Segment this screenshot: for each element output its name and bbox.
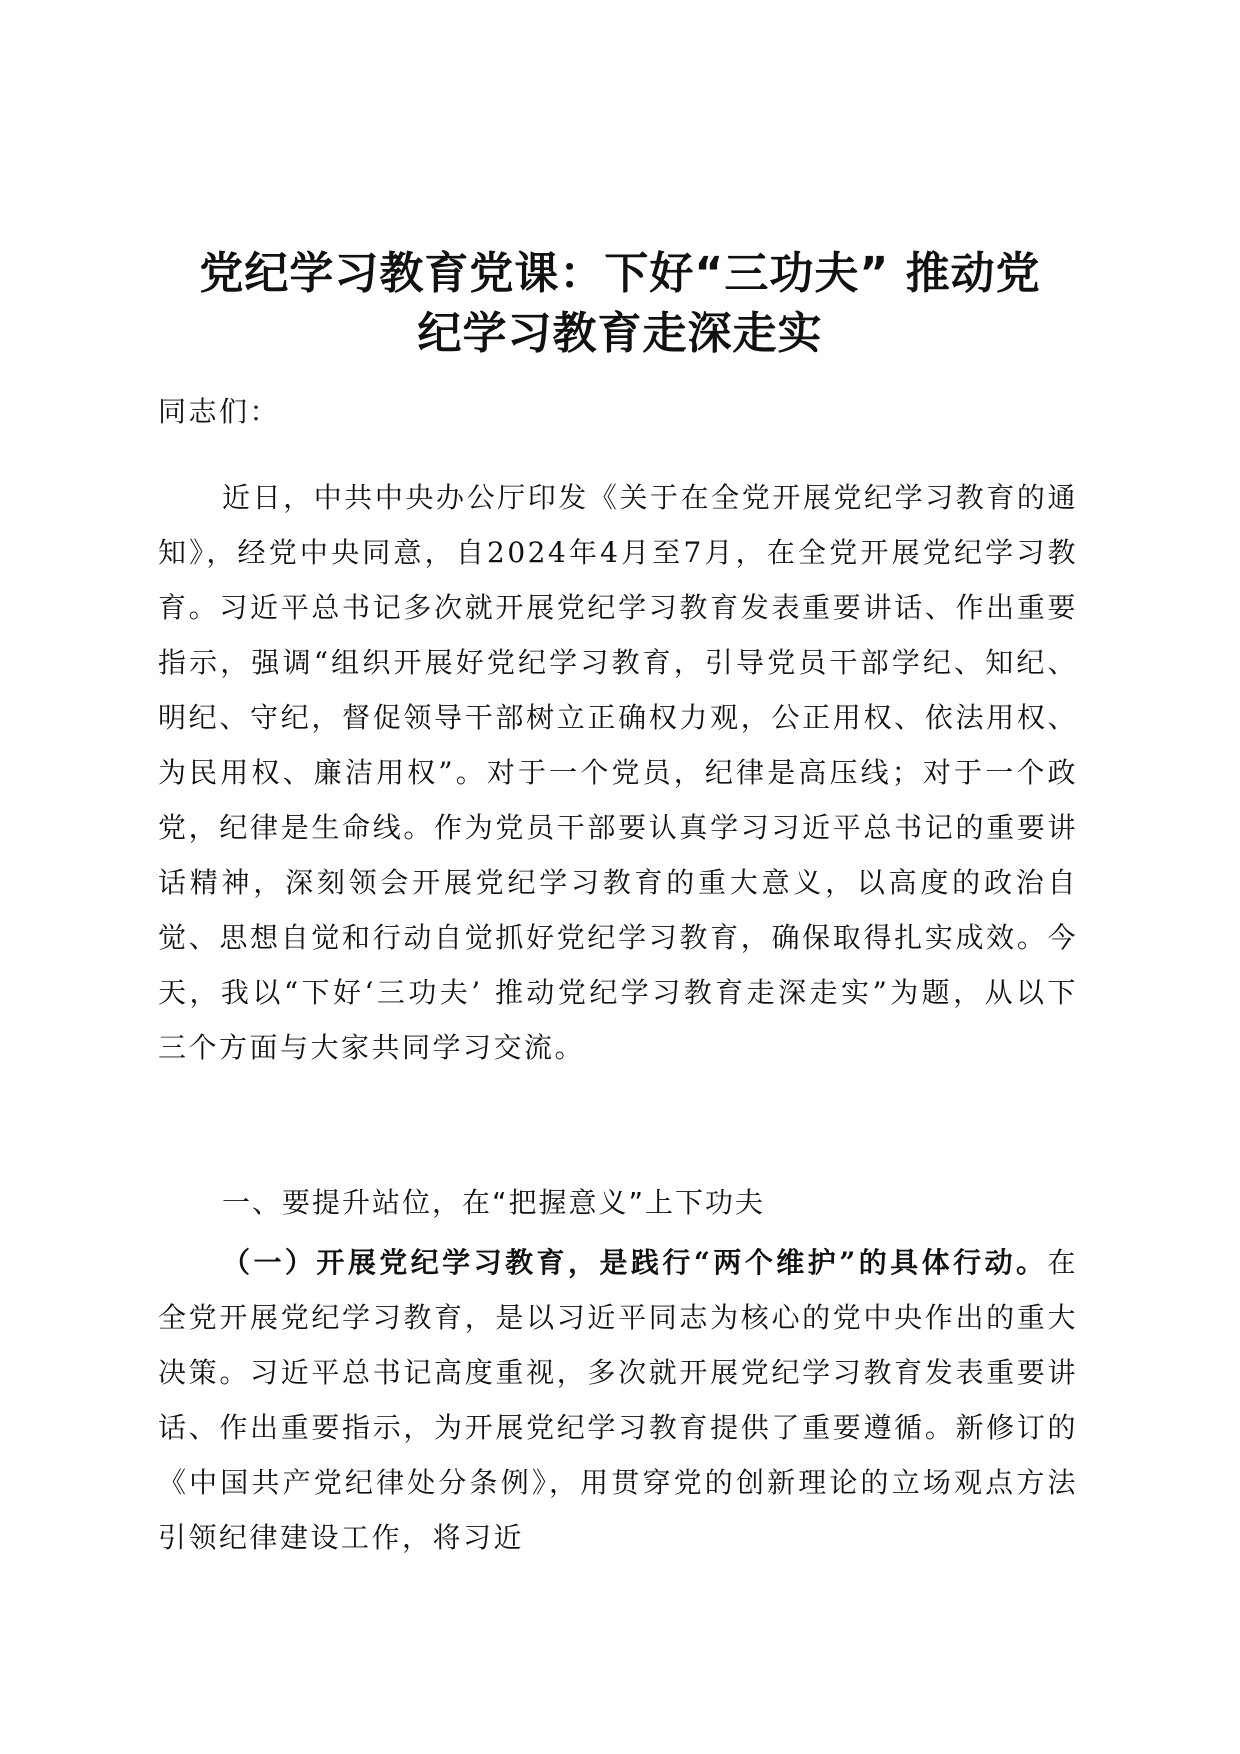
subsection-lead-1: （一）开展党纪学习教育，是践行“两个维护”的具体行动。 bbox=[222, 1246, 1048, 1279]
subsection-body-1: 在全党开展党纪学习教育，是以习近平同志为核心的党中央作出的重大决策。习近平总书记高度重视，多次就开展党纪学习教育发表重要讲话、作出重要指示，为开展党纪学习教育提供了重要遵循。新修订的《中国共产党纪律处分条例》，用贯穿党的创新理论的立场观点方法引领纪律建设工作，将习近 bbox=[158, 1246, 1078, 1554]
document-title-line-1: 党纪学习教育党课：下好“三功夫” 推动党 bbox=[199, 248, 1041, 299]
section-heading-1: 一、要提升站位，在“把握意义”上下功夫 bbox=[222, 1186, 766, 1219]
subsection-paragraph-1 bbox=[158, 1235, 1078, 1565]
salutation: 同志们： bbox=[158, 395, 281, 428]
intro-paragraph: 近日，中共中央办公厅印发《关于在全党开展党纪学习教育的通知》，经党中央同意，自2024年4月至7月，在全党开展党纪学习教育。习近平总书记多次就开展党纪学习教育发表重要讲话、作出重要指示，强调“组织开展好党纪学习教育，引导党员干部学纪、知纪、明纪、守纪，督促领导干部树立正确权力观，公正用权、依法用权、为民用权、廉洁用权”。对于一个党员，纪律是高压线；对于一个政党，纪律是生命线。作为党员干部要认真学习习近平总书记的重要讲话精神，深刻领会开展党纪学习教育的重大意义，以高度的政治自觉、思想自觉和行动自觉抓好党纪学习教育，确保取得扎实成效。今天，我以“下好‘三功夫’ 推动党纪学习教育走深走实”为题，从以下三个方面与大家共同学习交流。 bbox=[158, 481, 1078, 1064]
document-title-line-2: 纪学习教育走深走实 bbox=[417, 308, 823, 359]
